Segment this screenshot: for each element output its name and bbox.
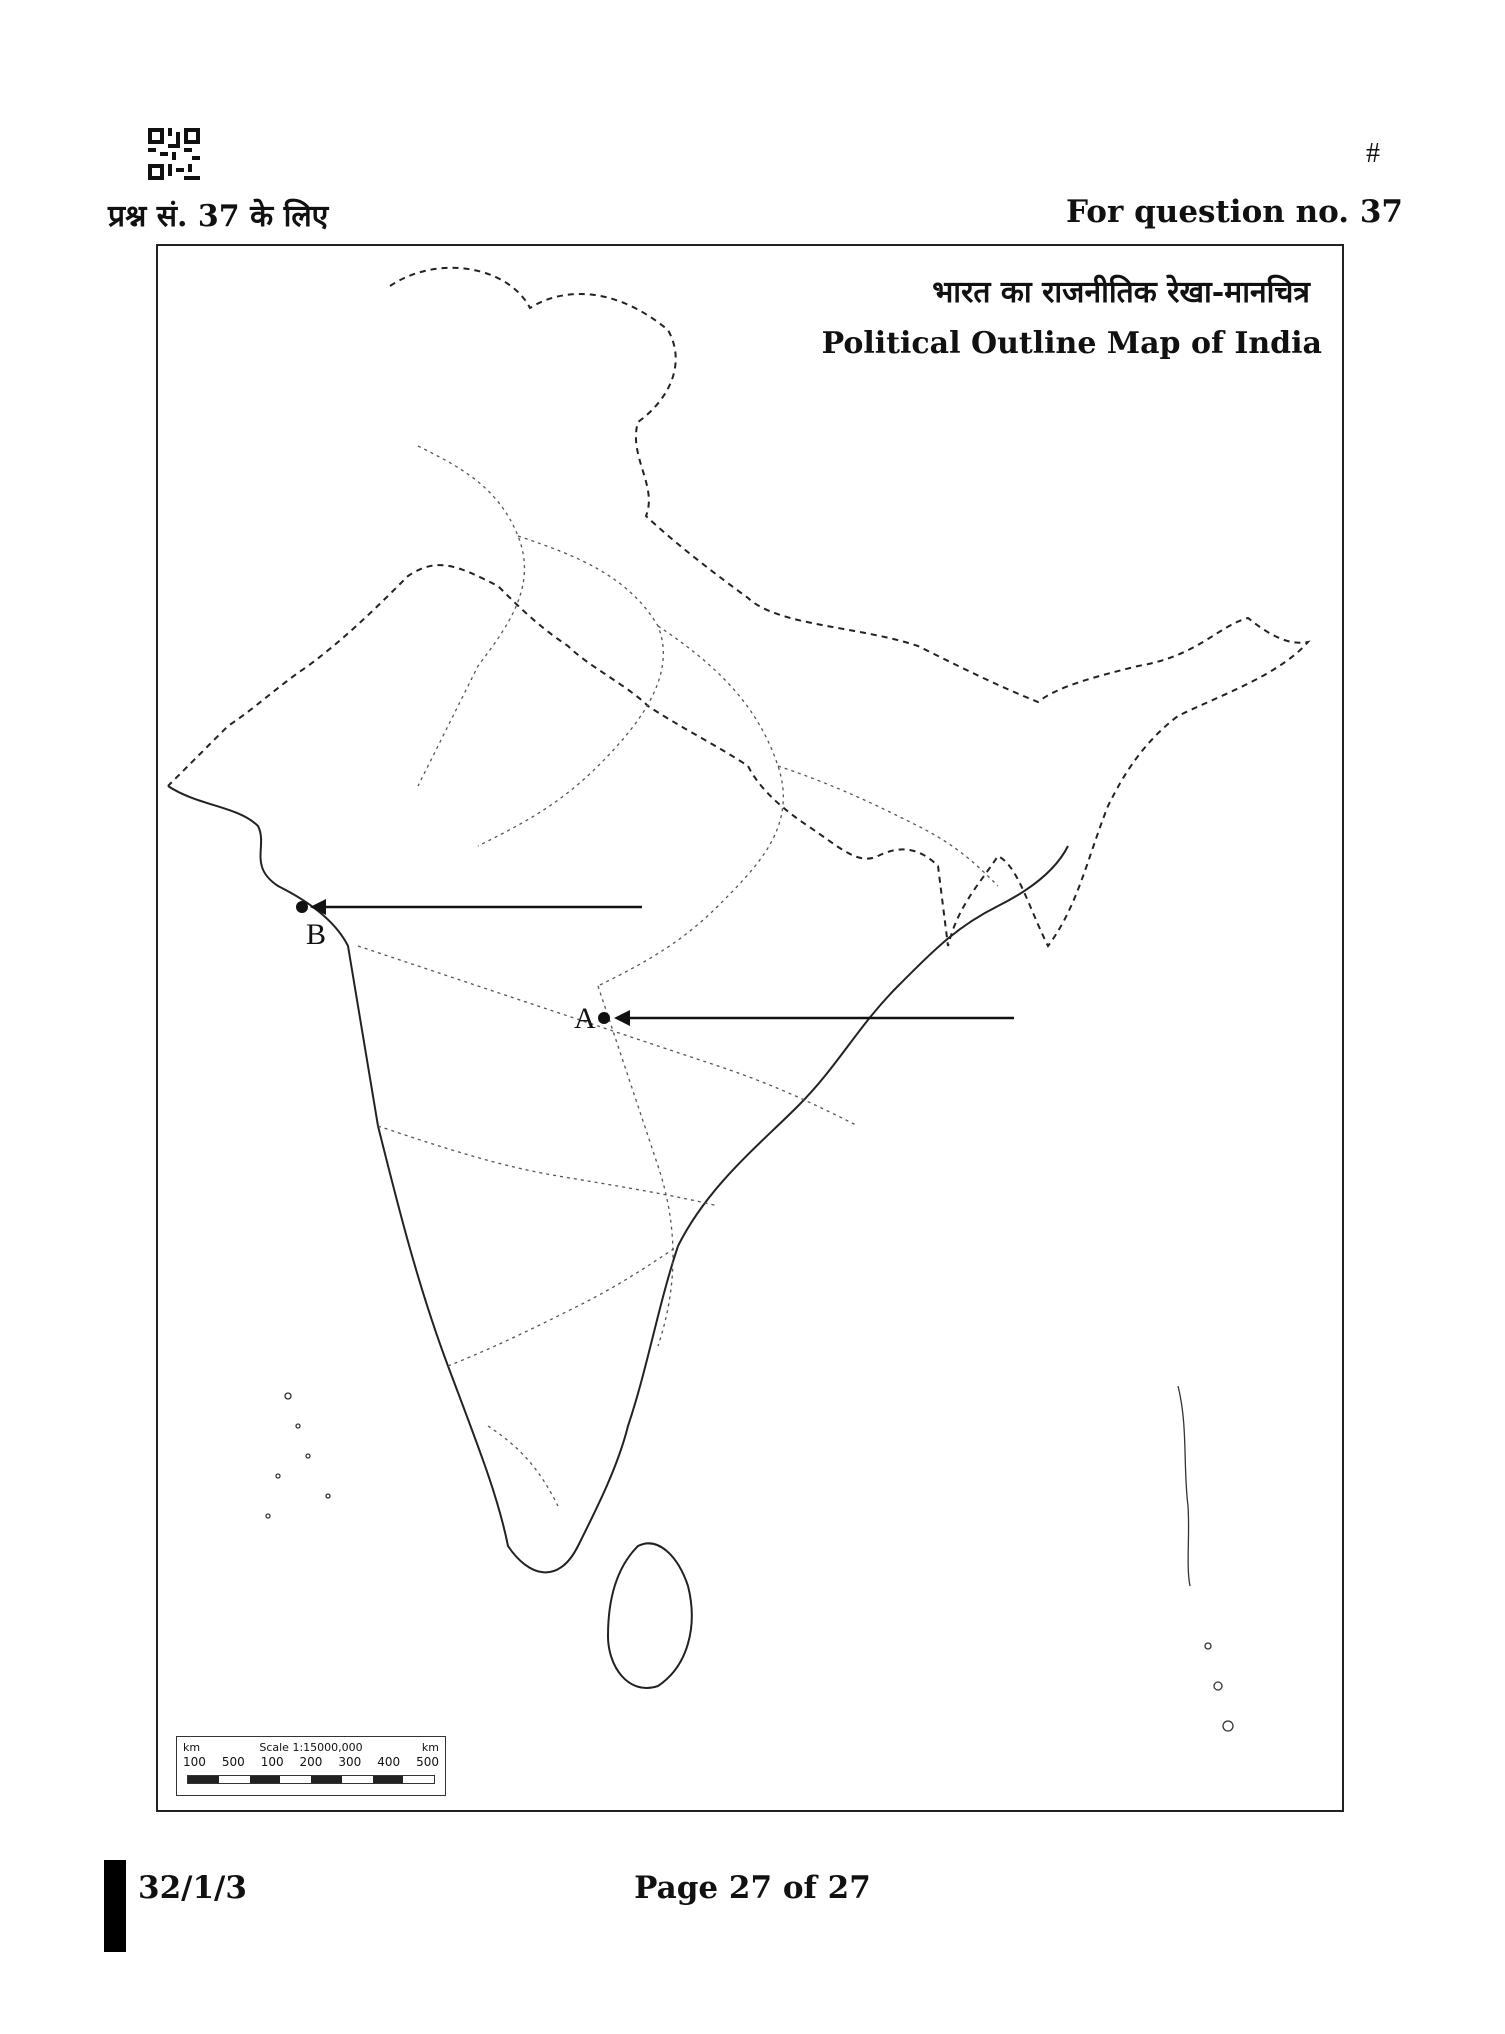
scale-ratio: Scale 1:15000,000 [259,1741,363,1754]
question-label-hindi: प्रश्न सं. 37 के लिए [108,199,329,234]
scale-tick: 500 [416,1755,439,1769]
label-a: A [574,1002,596,1035]
state-boundaries [358,446,998,1506]
scale-tick: 200 [299,1755,323,1769]
scale-graduation [187,1775,435,1784]
islands [266,1386,1233,1731]
question-label-english: For question no. 37 [1065,194,1403,230]
label-b: B [306,918,327,951]
point-a [598,1012,610,1024]
sri-lanka-outline [608,1543,692,1688]
qr-code [148,128,200,180]
map-title-english: Political Outline Map of India [821,326,1322,361]
page-number: Page 27 of 27 [634,1870,871,1906]
scale-tick: 500 [221,1755,245,1769]
scale-tick: 400 [377,1755,401,1769]
scale-unit-right: km [421,1741,439,1754]
map-frame [156,244,1344,1812]
hash-mark: # [1366,138,1380,169]
map-title-hindi: भारत का राजनीतिक रेखा-मानचित्र [932,275,1310,310]
scale-bar [176,1736,446,1796]
scale-unit-left: km [183,1741,201,1754]
scale-tick: 100 [260,1755,284,1769]
international-border [168,268,1308,946]
scale-tick: 300 [338,1755,362,1769]
scale-tick: 100 [183,1755,206,1769]
point-b [296,901,308,913]
paper-code: 32/1/3 [138,1870,247,1906]
arrow-b-head [310,899,326,915]
arrow-a-head [614,1010,630,1026]
india-outline-map [158,246,1342,1810]
